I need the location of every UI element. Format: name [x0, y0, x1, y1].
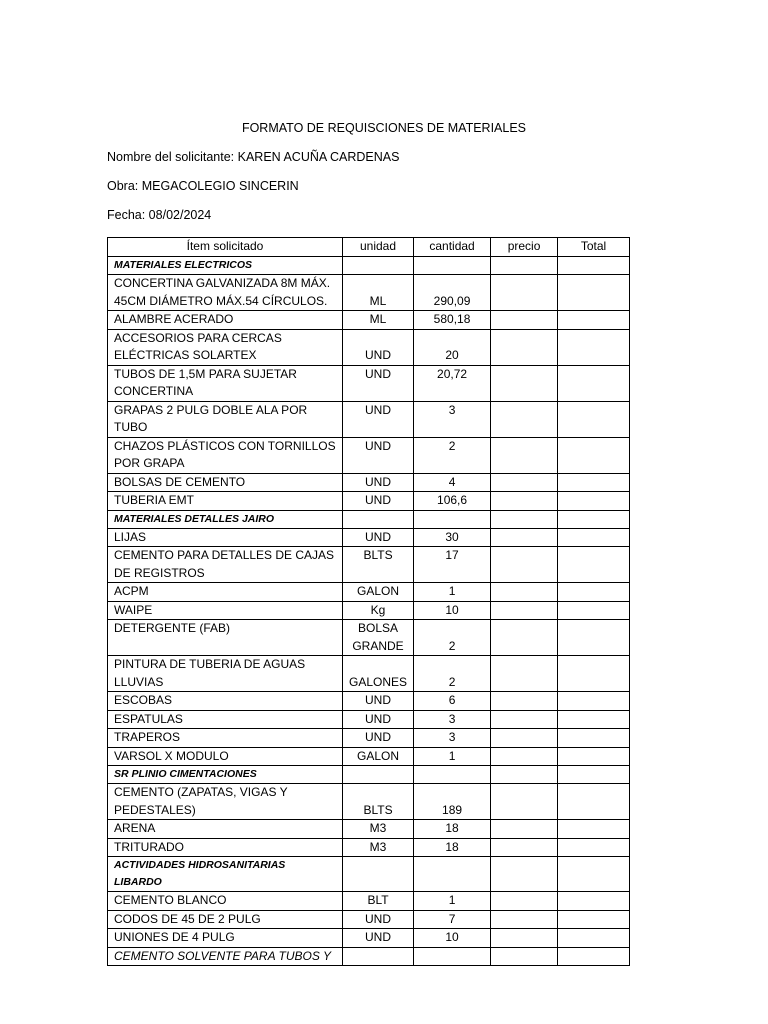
price-cell — [491, 656, 558, 692]
unit-cell: UND — [343, 729, 414, 748]
project-line: Obra: MEGACOLEGIO SINCERIN — [107, 179, 299, 193]
unit-cell: ML — [343, 311, 414, 330]
table-row — [108, 747, 630, 766]
table-row — [108, 784, 630, 820]
table-row — [108, 601, 630, 620]
item-cell: ACCESORIOS PARA CERCAS ELÉCTRICAS SOLARTEX — [108, 329, 343, 365]
total-cell — [558, 910, 630, 929]
quantity-cell: 290,09 — [414, 275, 491, 311]
quantity-cell: 2 — [414, 437, 491, 473]
total-cell — [558, 729, 630, 748]
unit-cell: UND — [343, 528, 414, 547]
price-cell — [491, 910, 558, 929]
total-cell — [558, 583, 630, 602]
unit-cell: GALON — [343, 583, 414, 602]
item-cell: ALAMBRE ACERADO — [108, 311, 343, 330]
total-cell — [558, 437, 630, 473]
section-row — [108, 510, 630, 528]
item-cell: DETERGENTE (FAB) — [108, 620, 343, 656]
unit-cell: Kg — [343, 601, 414, 620]
table-row — [108, 892, 630, 911]
empty-cell — [491, 857, 558, 892]
price-cell — [491, 492, 558, 511]
total-cell — [558, 820, 630, 839]
price-cell — [491, 929, 558, 948]
empty-cell — [491, 766, 558, 784]
quantity-cell: 1 — [414, 583, 491, 602]
table-row — [108, 528, 630, 547]
price-cell — [491, 329, 558, 365]
table-row — [108, 820, 630, 839]
price-cell — [491, 601, 558, 620]
price-cell — [491, 820, 558, 839]
table-row — [108, 710, 630, 729]
quantity-cell: 6 — [414, 692, 491, 711]
item-cell: CEMENTO (ZAPATAS, VIGAS Y PEDESTALES) — [108, 784, 343, 820]
quantity-cell: 4 — [414, 473, 491, 492]
unit-cell: BLTS — [343, 547, 414, 583]
total-cell — [558, 528, 630, 547]
table-row — [108, 656, 630, 692]
header-total: Total — [558, 238, 630, 257]
unit-cell — [343, 947, 414, 966]
unit-cell: UND — [343, 910, 414, 929]
empty-cell — [558, 510, 630, 528]
table-row — [108, 692, 630, 711]
quantity-cell: 30 — [414, 528, 491, 547]
quantity-cell: 2 — [414, 620, 491, 656]
section-title: MATERIALES DETALLES JAIRO — [108, 510, 343, 528]
total-cell — [558, 947, 630, 966]
total-cell — [558, 710, 630, 729]
table-body — [108, 257, 630, 966]
table-row — [108, 547, 630, 583]
table-header-row — [108, 238, 630, 257]
unit-cell: BOLSA GRANDE — [343, 620, 414, 656]
empty-cell — [491, 257, 558, 275]
total-cell — [558, 311, 630, 330]
table-row — [108, 947, 630, 966]
price-cell — [491, 311, 558, 330]
empty-cell — [558, 857, 630, 892]
quantity-cell: 580,18 — [414, 311, 491, 330]
unit-cell: UND — [343, 473, 414, 492]
unit-cell: GALONES — [343, 656, 414, 692]
item-cell: GRAPAS 2 PULG DOBLE ALA POR TUBO — [108, 401, 343, 437]
item-cell: CHAZOS PLÁSTICOS CON TORNILLOS POR GRAPA — [108, 437, 343, 473]
total-cell — [558, 656, 630, 692]
empty-cell — [414, 510, 491, 528]
quantity-cell: 10 — [414, 929, 491, 948]
unit-cell: ML — [343, 275, 414, 311]
quantity-cell: 3 — [414, 710, 491, 729]
total-cell — [558, 747, 630, 766]
item-cell: CODOS DE 45 DE 2 PULG — [108, 910, 343, 929]
header-quantity: cantidad — [414, 238, 491, 257]
table-row — [108, 437, 630, 473]
item-cell: BOLSAS DE CEMENTO — [108, 473, 343, 492]
price-cell — [491, 401, 558, 437]
unit-cell: BLTS — [343, 784, 414, 820]
materials-table — [107, 237, 630, 966]
unit-cell: M3 — [343, 838, 414, 857]
total-cell — [558, 620, 630, 656]
item-cell: CONCERTINA GALVANIZADA 8M MÁX. 45CM DIÁMETRO MÁX.54 CÍRCULOS. — [108, 275, 343, 311]
empty-cell — [343, 766, 414, 784]
price-cell — [491, 275, 558, 311]
price-cell — [491, 784, 558, 820]
table-row — [108, 838, 630, 857]
unit-cell: GALON — [343, 747, 414, 766]
table-row — [108, 729, 630, 748]
item-cell: LIJAS — [108, 528, 343, 547]
price-cell — [491, 365, 558, 401]
total-cell — [558, 547, 630, 583]
item-cell: TRAPEROS — [108, 729, 343, 748]
total-cell — [558, 492, 630, 511]
total-cell — [558, 365, 630, 401]
quantity-cell: 1 — [414, 747, 491, 766]
total-cell — [558, 892, 630, 911]
total-cell — [558, 929, 630, 948]
header-price: precio — [491, 238, 558, 257]
price-cell — [491, 947, 558, 966]
price-cell — [491, 838, 558, 857]
table-row — [108, 275, 630, 311]
document-title: FORMATO DE REQUISCIONES DE MATERIALES — [241, 121, 527, 135]
item-cell: CEMENTO BLANCO — [108, 892, 343, 911]
section-row — [108, 766, 630, 784]
item-cell: TUBERIA EMT — [108, 492, 343, 511]
total-cell — [558, 692, 630, 711]
empty-cell — [491, 510, 558, 528]
quantity-cell: 18 — [414, 838, 491, 857]
item-cell: PINTURA DE TUBERIA DE AGUAS LLUVIAS — [108, 656, 343, 692]
price-cell — [491, 437, 558, 473]
empty-cell — [414, 766, 491, 784]
item-cell: ACPM — [108, 583, 343, 602]
unit-cell: UND — [343, 401, 414, 437]
item-cell: TUBOS DE 1,5M PARA SUJETAR CONCERTINA — [108, 365, 343, 401]
item-cell: VARSOL X MODULO — [108, 747, 343, 766]
quantity-cell: 10 — [414, 601, 491, 620]
table-row — [108, 329, 630, 365]
unit-cell: BLT — [343, 892, 414, 911]
empty-cell — [343, 857, 414, 892]
total-cell — [558, 601, 630, 620]
quantity-cell: 20,72 — [414, 365, 491, 401]
section-title: MATERIALES ELECTRICOS — [108, 257, 343, 275]
quantity-cell: 7 — [414, 910, 491, 929]
table-row — [108, 929, 630, 948]
unit-cell: UND — [343, 710, 414, 729]
price-cell — [491, 473, 558, 492]
section-row — [108, 257, 630, 275]
unit-cell: UND — [343, 437, 414, 473]
empty-cell — [558, 257, 630, 275]
table-row — [108, 620, 630, 656]
price-cell — [491, 583, 558, 602]
empty-cell — [414, 257, 491, 275]
empty-cell — [343, 257, 414, 275]
total-cell — [558, 401, 630, 437]
total-cell — [558, 473, 630, 492]
price-cell — [491, 747, 558, 766]
quantity-cell: 2 — [414, 656, 491, 692]
table-row — [108, 583, 630, 602]
item-cell: ARENA — [108, 820, 343, 839]
requester-line: Nombre del solicitante: KAREN ACUÑA CARDENAS — [107, 150, 400, 164]
empty-cell — [414, 857, 491, 892]
price-cell — [491, 528, 558, 547]
item-cell: ESPATULAS — [108, 710, 343, 729]
total-cell — [558, 784, 630, 820]
table-row — [108, 401, 630, 437]
item-cell: UNIONES DE 4 PULG — [108, 929, 343, 948]
quantity-cell: 106,6 — [414, 492, 491, 511]
header-item: Ítem solicitado — [108, 238, 343, 257]
price-cell — [491, 692, 558, 711]
quantity-cell: 1 — [414, 892, 491, 911]
quantity-cell: 189 — [414, 784, 491, 820]
price-cell — [491, 892, 558, 911]
empty-cell — [343, 510, 414, 528]
quantity-cell: 18 — [414, 820, 491, 839]
section-row — [108, 857, 630, 892]
table-row — [108, 910, 630, 929]
price-cell — [491, 710, 558, 729]
date-line: Fecha: 08/02/2024 — [107, 208, 212, 222]
total-cell — [558, 329, 630, 365]
table-row — [108, 311, 630, 330]
price-cell — [491, 620, 558, 656]
table-row — [108, 473, 630, 492]
total-cell — [558, 275, 630, 311]
table-row — [108, 365, 630, 401]
quantity-cell: 20 — [414, 329, 491, 365]
total-cell — [558, 838, 630, 857]
item-cell: CEMENTO SOLVENTE PARA TUBOS Y — [108, 947, 343, 966]
section-title: ACTIVIDADES HIDROSANITARIAS LIBARDO — [108, 857, 343, 892]
price-cell — [491, 729, 558, 748]
unit-cell: UND — [343, 329, 414, 365]
quantity-cell: 3 — [414, 401, 491, 437]
quantity-cell: 17 — [414, 547, 491, 583]
item-cell: CEMENTO PARA DETALLES DE CAJAS DE REGISTROS — [108, 547, 343, 583]
quantity-cell — [414, 947, 491, 966]
section-title: SR PLINIO CIMENTACIONES — [108, 766, 343, 784]
item-cell: ESCOBAS — [108, 692, 343, 711]
unit-cell: UND — [343, 692, 414, 711]
table-row — [108, 492, 630, 511]
item-cell: TRITURADO — [108, 838, 343, 857]
price-cell — [491, 547, 558, 583]
unit-cell: UND — [343, 929, 414, 948]
unit-cell: M3 — [343, 820, 414, 839]
quantity-cell: 3 — [414, 729, 491, 748]
unit-cell: UND — [343, 365, 414, 401]
header-unit: unidad — [343, 238, 414, 257]
item-cell: WAIPE — [108, 601, 343, 620]
unit-cell: UND — [343, 492, 414, 511]
empty-cell — [558, 766, 630, 784]
